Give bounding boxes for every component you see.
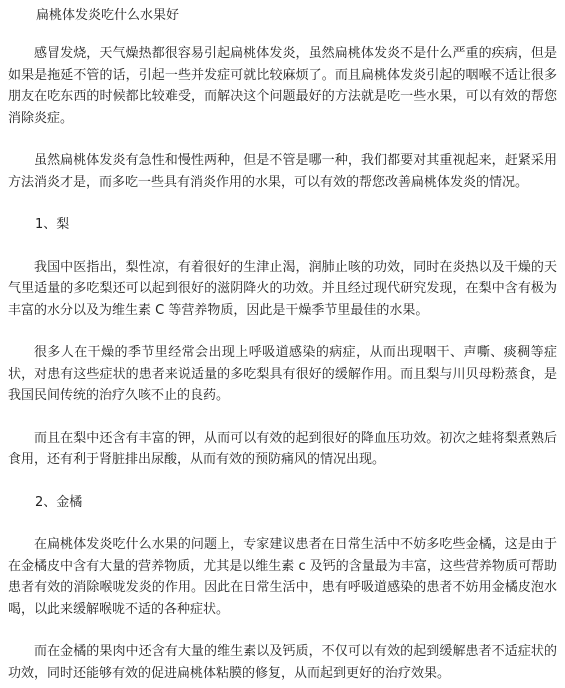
spacer [8,321,557,342]
spacer [8,193,557,214]
spacer [8,236,557,257]
spacer [8,513,557,534]
kumquat-paragraph-1: 在扁桃体发炎吃什么水果的问题上，专家建议患者在日常生活中不妨多吃些金橘，这是由于在金橘皮中含有大量的营养物质，尤其是以维生素 c 及钙的含量最为丰富，这些营养物质可帮助患者有效的消除喉咙发炎的作用。因此在日常生活中，患有呼吸道感染的患者不妨用金橘皮泡水喝，以此来缓解喉咙不适的各种症状。 [8,537,557,617]
spacer [8,129,557,150]
kumquat-paragraph-2: 而在金橘的果肉中还含有大量的维生素以及钙质，不仅可以有效的起到缓解患者不适症状的功效，同时还能够有效的促进扁桃体粘膜的修复，从而起到更好的治疗效果。 [8,644,557,681]
section-heading-pear: 1、梨 [35,217,70,232]
article-title: 扁桃体发炎吃什么水果好 [36,8,180,23]
spacer [8,26,557,43]
intro-paragraph-2: 虽然扁桃体发炎有急性和慢性两种，但是不管是哪一种，我们都要对其重视起来，赶紧采用方法消炎才是，而多吃一些具有消炎作用的水果，可以有效的帮您改善扁桃体发炎的情况。 [8,153,557,190]
spacer [8,620,557,641]
section-heading-kumquat: 2、金橘 [35,494,83,510]
pear-paragraph-1: 我国中医指出，梨性凉，有着很好的生津止渴，润肺止咳的功效，同时在炎热以及干燥的天气里适量的多吃梨还可以起到很好的滋阴降火的功效。并且经过现代研究发现，在梨中含有极为丰富的水分以及为维生素 C 等营养物质，因此是干燥季节里最佳的水果。 [8,259,557,318]
intro-paragraph-1: 感冒发烧，天气燥热都很容易引起扁桃体发炎，虽然扁桃体发炎不是什么严重的疾病，但是如果是拖延不管的话，引起一些并发症可就比较麻烦了。而且扁桃体发炎引起的咽喉不适让很多朋友在吃东西的时候都比较难受，而解决这个问题最好的方法就是吃一些水果，可以有效的帮您消除炎症。 [8,46,557,126]
pear-paragraph-3: 而且在梨中还含有丰富的钾，从而可以有效的起到很好的降血压功效。初次之蛙将梨煮熟后食用，还有利于肾脏排出尿酸，从而有效的预防痛风的情况出现。 [8,430,557,467]
spacer [8,407,557,428]
spacer [8,471,557,492]
pear-paragraph-2: 很多人在干燥的季节里经常会出现上呼吸道感染的病症，从而出现咽干、声嘶、痰稠等症状，对患有这些症状的患者来说适量的多吃梨具有很好的缓解作用。而且梨与川贝母粉蒸食，是我国民间传统的治疗久咳不止的良药。 [8,345,557,403]
